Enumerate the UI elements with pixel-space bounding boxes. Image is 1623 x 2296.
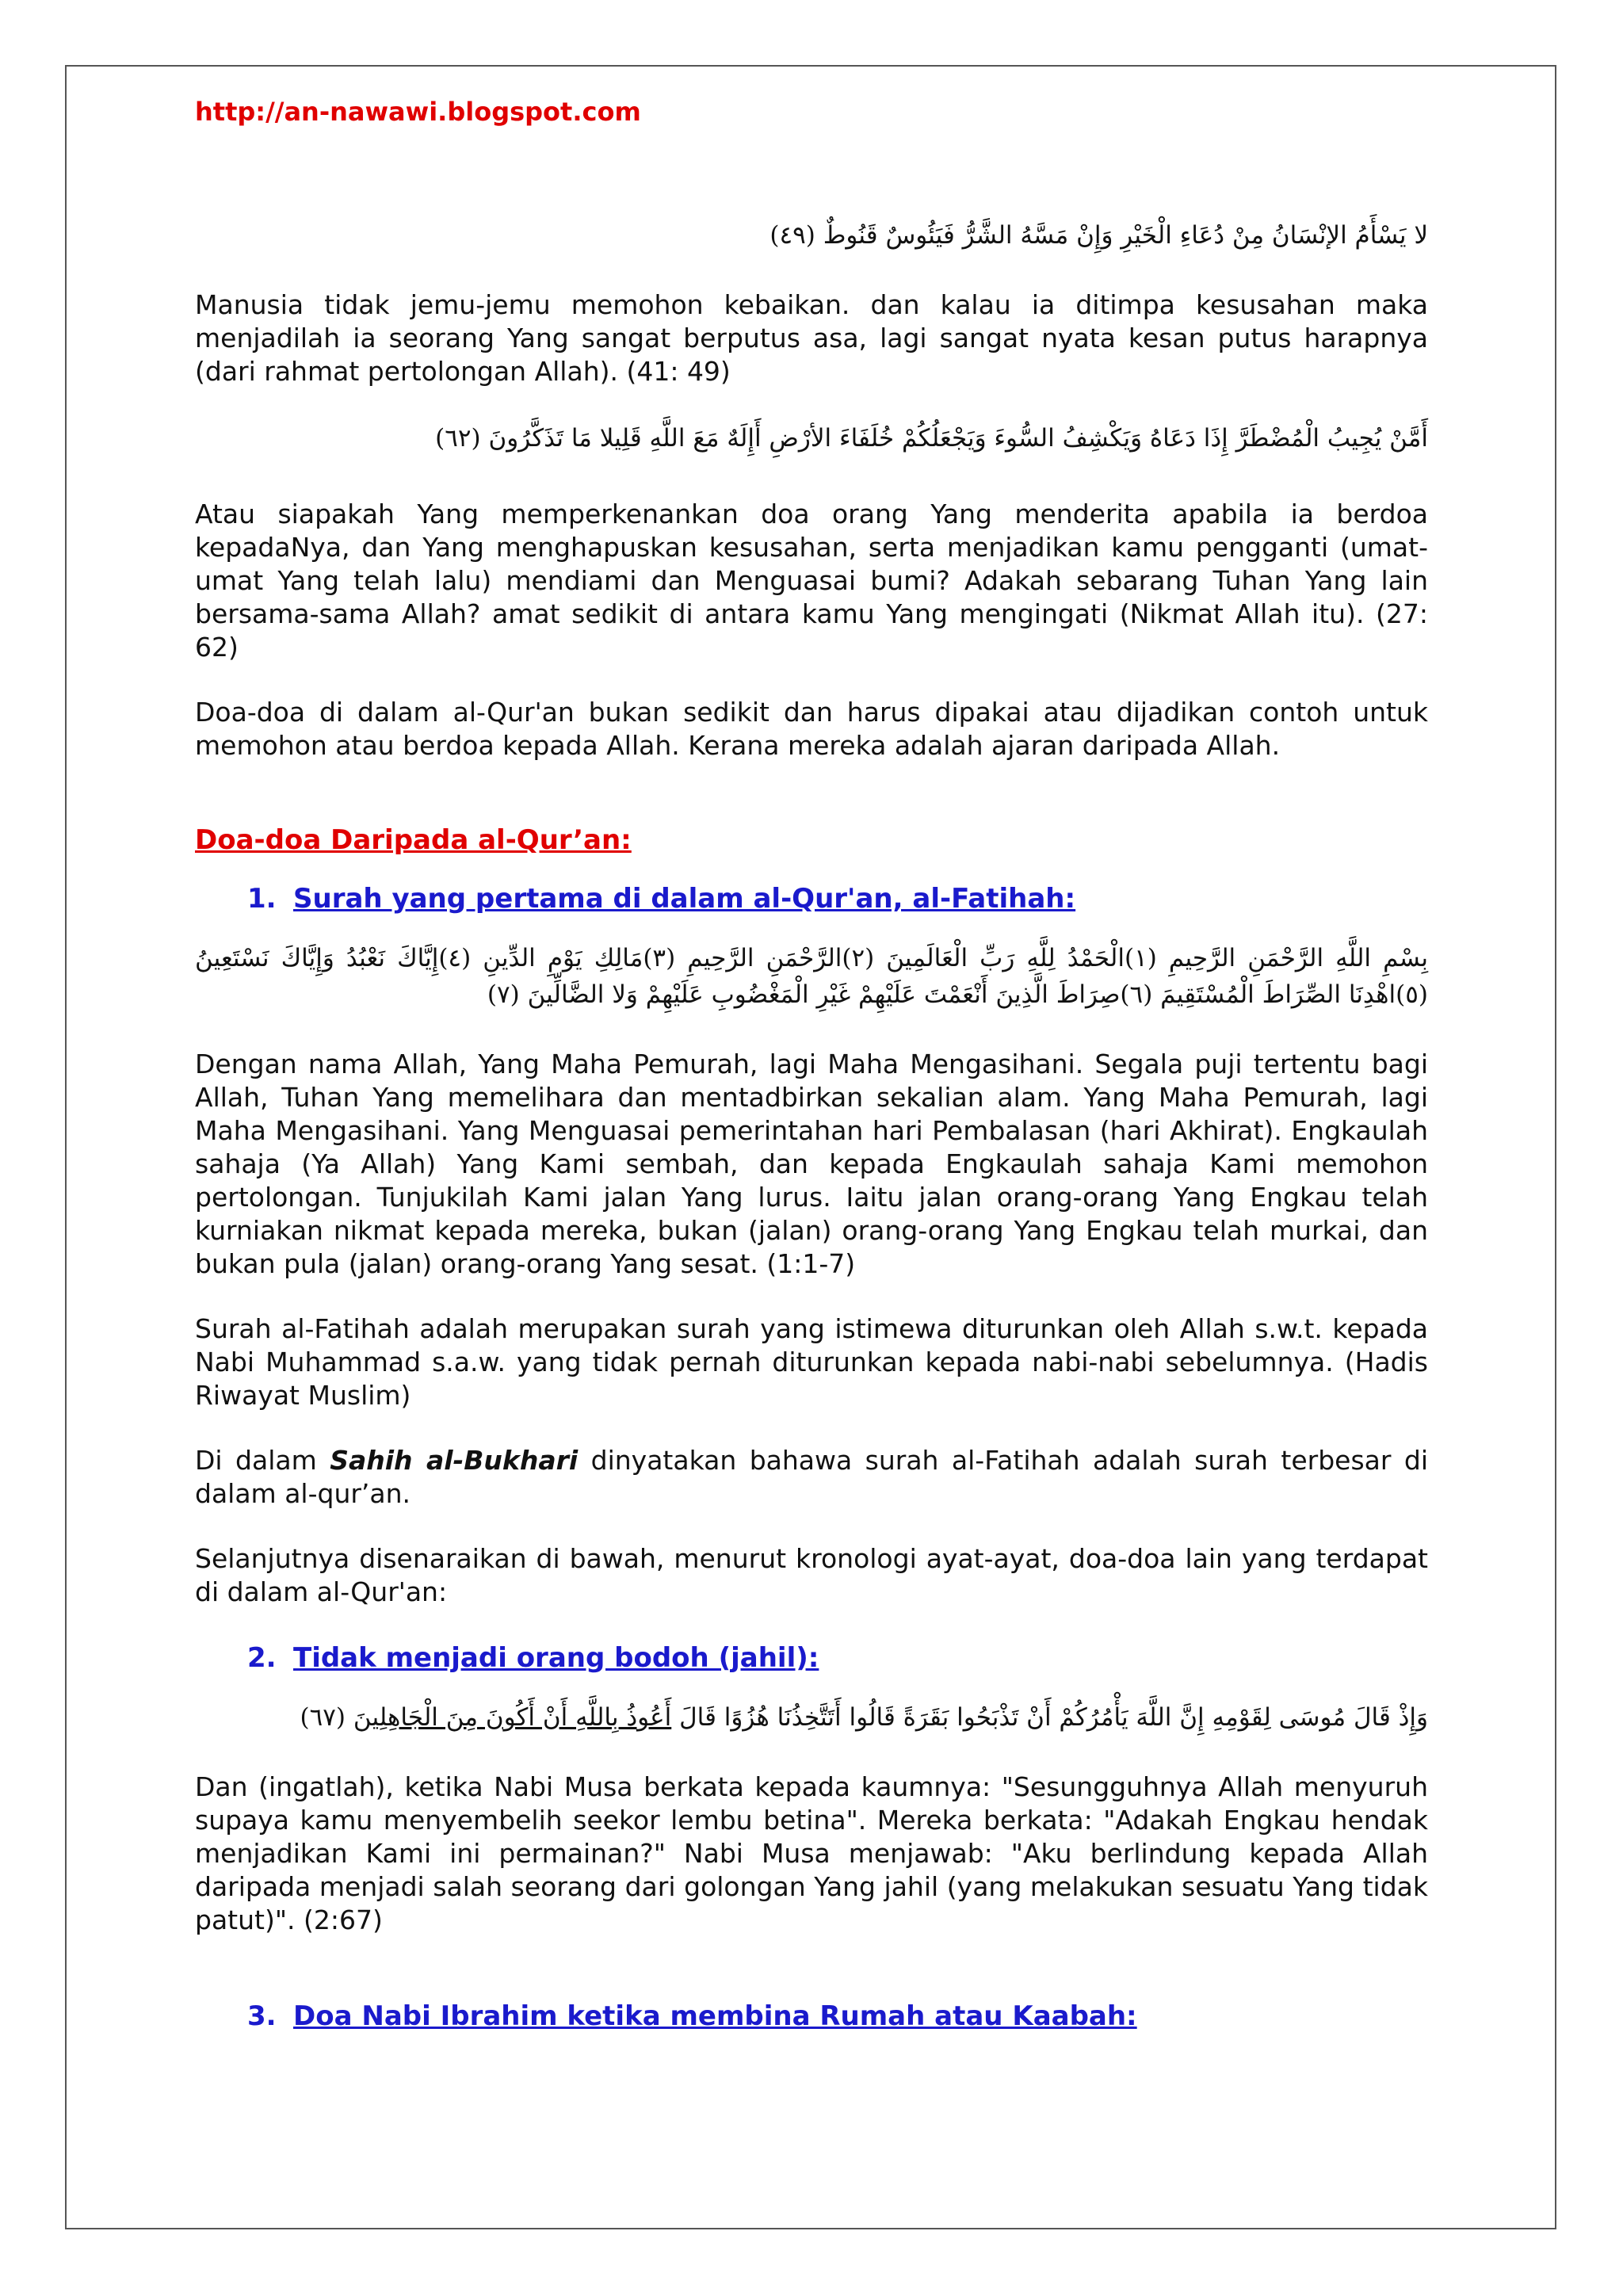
item-3-heading[interactable] [247,1999,1428,2034]
arabic-verse-27-62: أَمَّنْ يُجِيبُ الْمُضْطَرَّ إِذَا دَعَاهُ وَيَكْشِفُ السُّوءَ وَيَجْعَلُكُمْ خُلَفَاءَ الأرْضِ أَإِلَهٌ مَعَ اللَّهِ قَلِيلا مَا تَذَكَّرُونَ (٦٢) [435,424,1428,453]
translation-al-fatihah: Dengan nama Allah, Yang Maha Pemurah, lagi Maha Mengasihani. Segala puji tertentu bagi Allah, Tuhan Yang memelihara dan mentadbirkan sekalian alam. Yang Maha Pemurah, lagi Maha Mengasihani. Yang Menguasai pemerintahan hari Pembalasan (hari Akhirat). Engkaulah sahaja (Ya Allah) Yang Kami sembah, dan kepada Engkaulah sahaja Kami memohon pertolongan. Tunjukilah Kami jalan Yang lurus. Iaitu jalan orang-orang Yang Engkau telah kurniakan nikmat kepada mereka, bukan (jalan) orang-orang Yang Engkau telah murkai, dan bukan pula (jalan) orang-orang Yang sesat. (1:1-7) [195,1049,1428,1279]
ar4-pre: وَإِذْ قَالَ مُوسَى لِقَوْمِهِ إِنَّ اللَّهَ يَأْمُرُكُمْ أَنْ تَذْبَحُوا بَقَرَةً قَالُوا أَتَتَّخِذُنَا هُزُوًا قَالَ [671,1703,1428,1732]
arabic-verse-2-67 [195,1699,1428,1736]
p6-text-pre: Di dalam [195,1445,330,1476]
item-1-heading[interactable] [247,881,1428,916]
sahih-bukhari-emphasis: Sahih al-Bukhari [330,1445,579,1476]
ar4-underlined-prayer: أَعُوذُ بِاللَّهِ أَنْ أَكُونَ مِنَ الْجَاهِلِينَ [353,1703,672,1732]
item-2-heading[interactable] [247,1641,1428,1675]
arabic-verse-41-49: لا يَسْأَمُ الإنْسَانُ مِنْ دُعَاءِ الْخَيْرِ وَإِنْ مَسَّهُ الشَّرُّ فَيَئُوسٌ قَنُوطٌ (٤٩) [769,221,1428,250]
p6-text-post: dinyatakan bahawa surah al-Fatihah adalah surah terbesar di dalam al-qur’an. [195,1445,1428,1509]
item-1-title[interactable]: Surah yang pertama di dalam al-Qur'an, al-Fatihah: [293,883,1076,915]
header-url-link[interactable]: http://an-nawawi.blogspot.com [195,97,641,127]
translation-2-67: Dan (ingatlah), ketika Nabi Musa berkata kepada kaumnya: "Sesungguhnya Allah menyuruh supaya kamu menyembelih seekor lembu betina". Mereka berkata: "Adakah Engkau hendak menjadikan Kami ini permainan?" Nabi Musa menjawab: "Aku berlindung kepada Allah daripada menjadi salah seorang dari golongan Yang jahil (yang melakukan sesuatu Yang tidak patut)". (2:67) [195,1771,1428,1935]
item-2-number: 2. [247,1642,277,1674]
paragraph-list-intro: Selanjutnya disenaraikan di bawah, menurut kronologi ayat-ayat, doa-doa lain yang terdapat di dalam al-Qur'an: [195,1543,1428,1607]
paragraph-fatihah-special: Surah al-Fatihah adalah merupakan surah yang istimewa diturunkan oleh Allah s.w.t. kepada Nabi Muhammad s.a.w. yang tidak pernah diturunkan kepada nabi-nabi sebelumnya. (Hadis Riwayat Muslim) [195,1313,1428,1411]
translation-27-62: Atau siapakah Yang memperkenankan doa orang Yang menderita apabila ia berdoa kepadaNya, dan Yang menghapuskan kesusahan, serta menjadikan kamu pengganti (umat-umat Yang telah lalu) mendiami dan Menguasai bumi? Adakah sebarang Tuhan Yang lain bersama-sama Allah? amat sedikit di antara kamu Yang mengingati (Nikmat Allah itu). (27: 62) [195,499,1428,663]
item-1-number: 1. [247,883,277,915]
arabic-al-fatihah: بِسْمِ اللَّهِ الرَّحْمَنِ الرَّحِيمِ (١)الْحَمْدُ لِلَّهِ رَبِّ الْعَالَمِينَ (٢)الرَّحْمَنِ الرَّحِيمِ (٣)مَالِكِ يَوْمِ الدِّينِ (٤)إِيَّاكَ نَعْبُدُ وَإِيَّاكَ نَسْتَعِينُ (٥)اهْدِنَا الصِّرَاطَ الْمُسْتَقِيمَ (٦)صِرَاطَ الَّذِينَ أَنْعَمْتَ عَلَيْهِمْ غَيْرِ الْمَغْضُوبِ عَلَيْهِمْ وَلا الضَّالِّينَ (٧) [195,944,1428,1009]
ar4-post: (٦٧) [300,1703,353,1732]
section-heading: Doa-doa Daripada al-Qur’an: [195,824,632,856]
document-body [195,95,1428,2057]
item-3-title[interactable]: Doa Nabi Ibrahim ketika membina Rumah atau Kaabah: [293,2000,1137,2032]
item-2-title[interactable]: Tidak menjadi orang bodoh (jahil): [293,1642,819,1674]
intro-paragraph: Doa-doa di dalam al-Qur'an bukan sedikit dan harus dipakai atau dijadikan contoh untuk memohon atau berdoa kepada Allah. Kerana mereka adalah ajaran daripada Allah. [195,697,1428,761]
translation-41-49: Manusia tidak jemu-jemu memohon kebaikan. dan kalau ia ditimpa kesusahan maka menjadilah ia seorang Yang sangat berputus asa, lagi sangat nyata kesan putus harapnya (dari rahmat pertolongan Allah). (41: 49) [195,289,1428,387]
paragraph-sahih-bukhari [195,1444,1428,1511]
item-3-number: 3. [247,2000,277,2032]
